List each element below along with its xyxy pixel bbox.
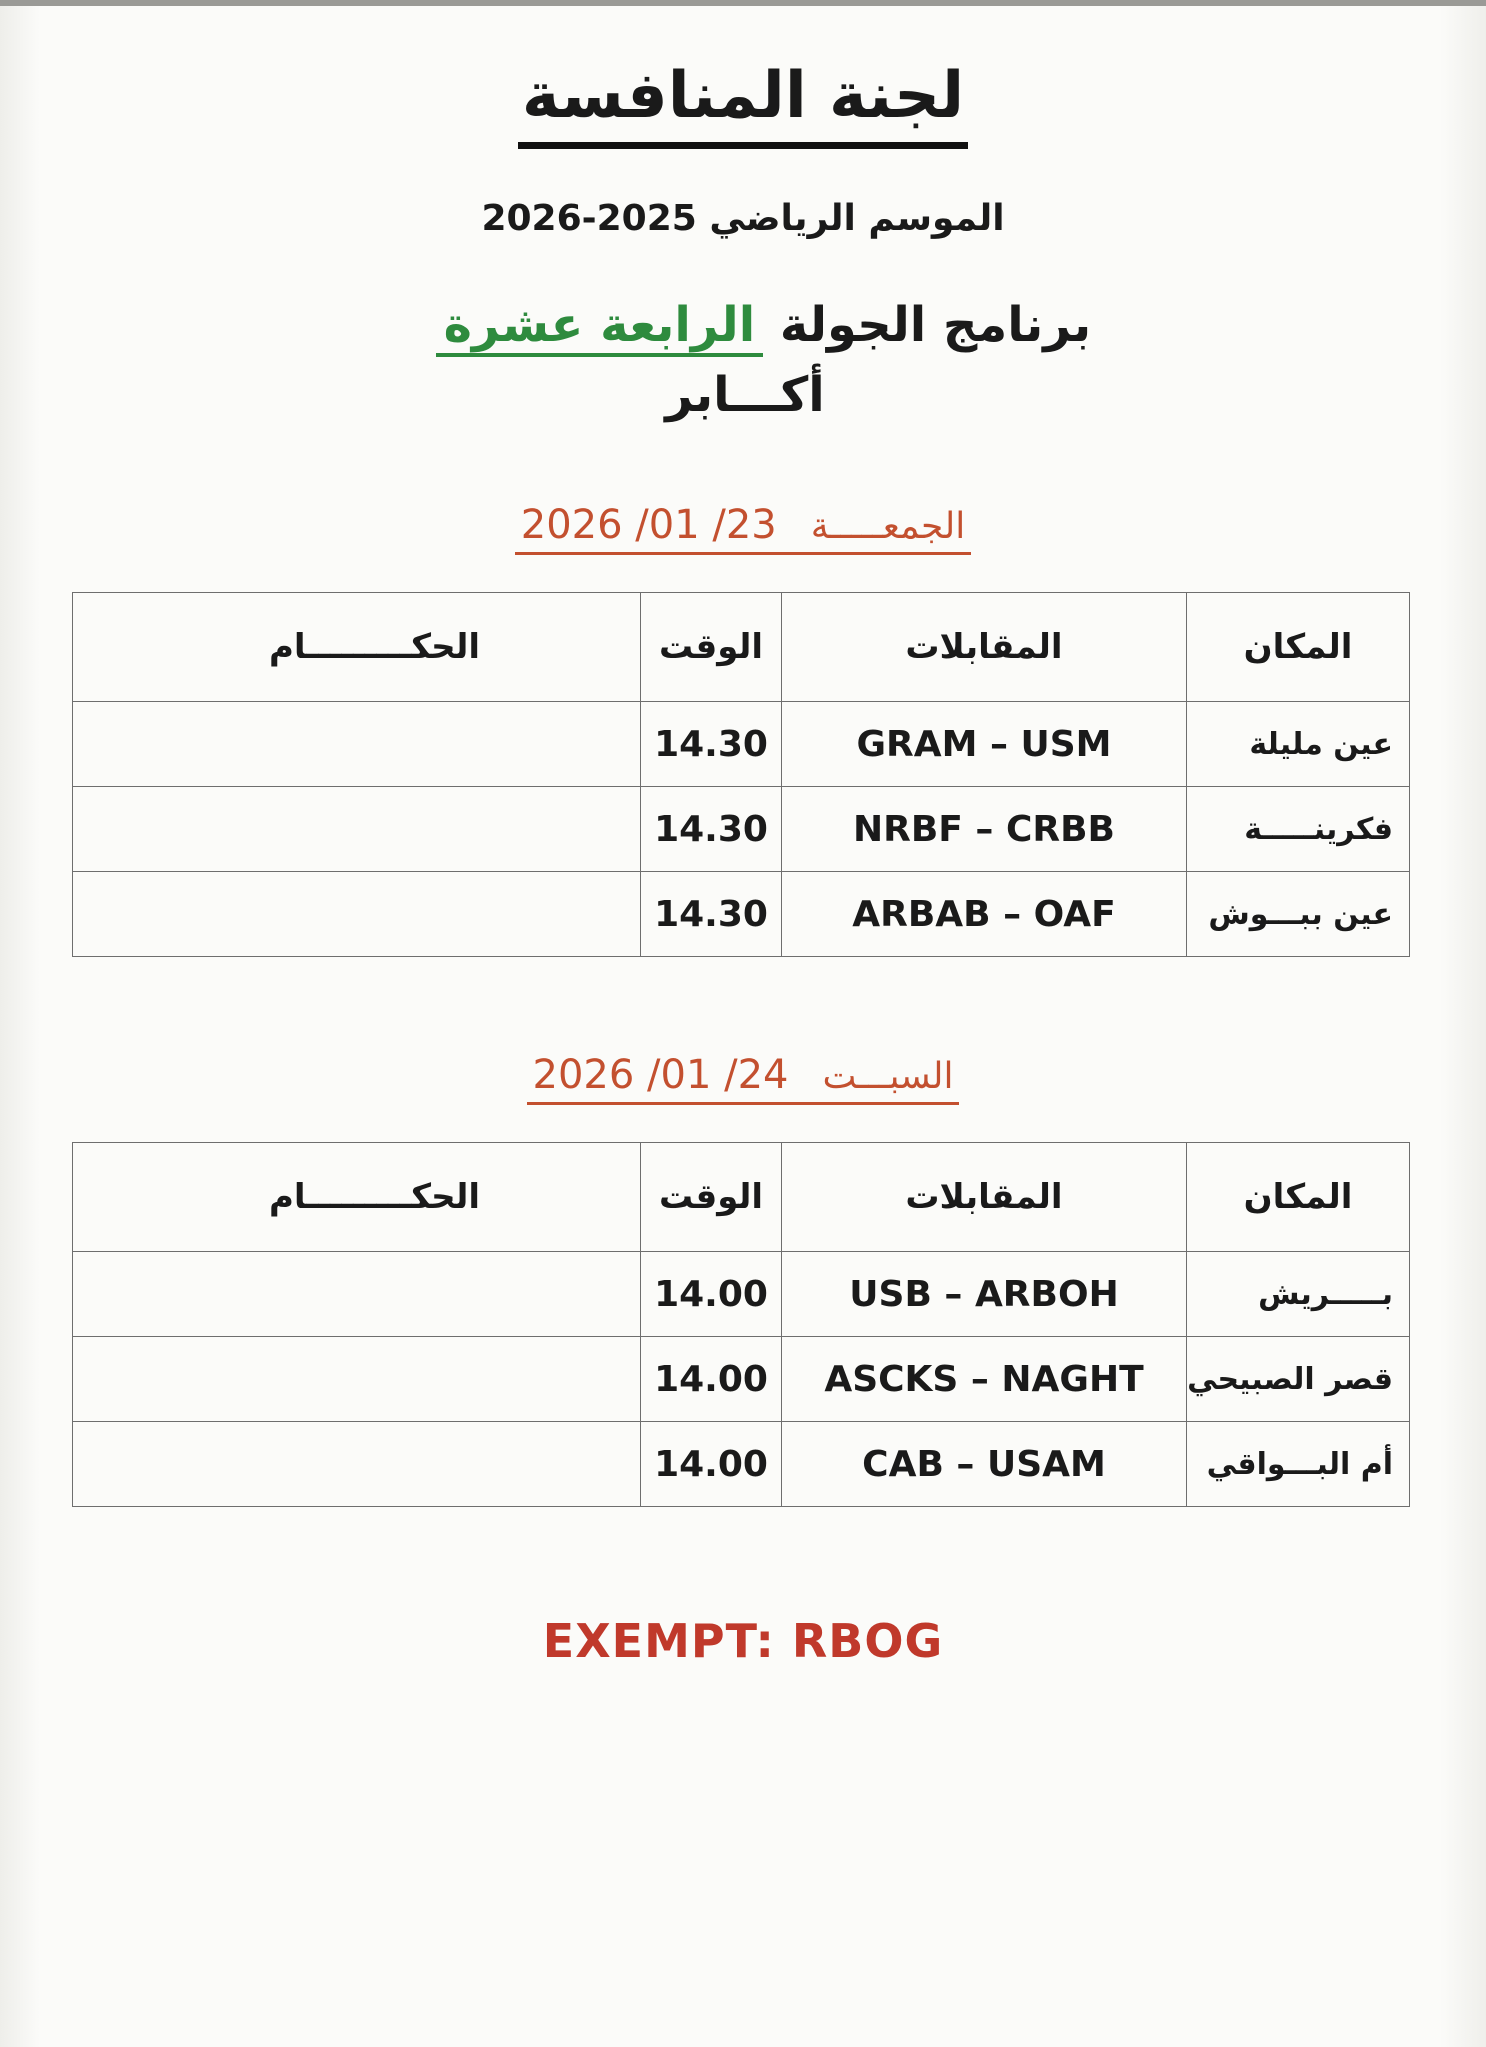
time-cell: 14.30 [641,872,782,957]
exempt-team-note: EXEMPT: RBOG [542,1614,944,1668]
col-place-header: المكان [1187,593,1410,702]
table-row [73,1337,1410,1422]
match-cell: ASCKS – NAGHT [782,1337,1187,1422]
time-cell: 14.00 [641,1252,782,1337]
schedule-table-saturday [72,1142,1410,1507]
day-name: السبـــت [822,1056,954,1097]
table-row [73,1252,1410,1337]
venue-cell: بـــــريش [1187,1252,1410,1337]
col-place-header: المكان [1187,1143,1410,1252]
day-header-friday [0,502,1486,555]
venue-cell: عين ببـــوش [1187,872,1410,957]
match-cell: USB – ARBOH [782,1252,1187,1337]
round-category: أكـــابر [665,367,825,423]
col-matches-header: المقابلات [782,593,1187,702]
referees-cell [73,1337,641,1422]
match-cell: ARBAB – OAF [782,872,1187,957]
match-cell: GRAM – USM [782,702,1187,787]
referees-cell [73,872,641,957]
schedule-table-friday [72,592,1410,957]
committee-title [0,56,1486,149]
match-cell: CAB – USAM [782,1422,1187,1507]
round-number-highlight: الرابعة عشرة [436,297,764,357]
table-row [73,1422,1410,1507]
table-row [73,787,1410,872]
day-date: 2026 /01 /24 [532,1052,789,1098]
season-line: الموسم الرياضي 2025-2026 [481,198,1005,239]
referees-cell [73,702,641,787]
col-matches-header: المقابلات [782,1143,1187,1252]
venue-cell: عين مليلة [1187,702,1410,787]
day-header-saturday [0,1052,1486,1105]
referees-cell [73,1252,641,1337]
venue-cell: قصر الصبيحي [1187,1337,1410,1422]
col-time-header: الوقت [641,1143,782,1252]
time-cell: 14.00 [641,1422,782,1507]
round-prefix: برنامج الجولة [779,297,1092,353]
col-time-header: الوقت [641,593,782,702]
time-cell: 14.00 [641,1337,782,1422]
referees-cell [73,787,641,872]
col-referees-header: الحكـــــــــام [73,1143,641,1252]
table-row [73,702,1410,787]
time-cell: 14.30 [641,702,782,787]
table-header-row [73,1143,1410,1252]
col-referees-header: الحكـــــــــام [73,593,641,702]
round-heading [360,290,1130,430]
referees-cell [73,1422,641,1507]
time-cell: 14.30 [641,787,782,872]
venue-cell: أم البـــواقي [1187,1422,1410,1507]
match-cell: NRBF – CRBB [782,787,1187,872]
table-row [73,872,1410,957]
committee-title-text: لجنة المنافسة [518,56,968,149]
venue-cell: فكرينـــــة [1187,787,1410,872]
day-name: الجمعـــــة [810,506,966,547]
table-header-row [73,593,1410,702]
day-date: 2026 /01 /23 [520,502,777,548]
